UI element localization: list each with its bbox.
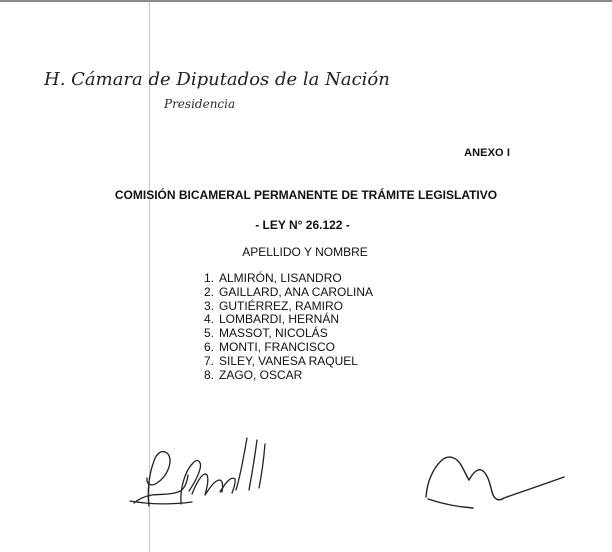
letterhead-subtitle: Presidencia <box>164 97 236 111</box>
list-item-number: 1. <box>203 271 214 285</box>
member-name: MONTI, FRANCISCO <box>219 339 335 354</box>
list-item-number: 5. <box>203 326 214 341</box>
names-heading: APELLIDO Y NOMBRE <box>242 245 368 259</box>
list-item-number: 7. <box>203 353 214 368</box>
member-name: ZAGO, OSCAR <box>219 367 303 382</box>
member-name: ALMIRÓN, LISANDRO <box>219 271 342 285</box>
law-number: - LEY N° 26.122 - <box>255 218 350 232</box>
commission-title: COMISIÓN BICAMERAL PERMANENTE DE TRÁMITE LEGISLATIVO <box>114 188 498 202</box>
member-name: LOMBARDI, HERNÁN <box>219 312 340 327</box>
member-name: GUTIÉRREZ, RAMIRO <box>219 298 344 313</box>
list-item <box>198 272 403 286</box>
list-item <box>198 327 403 341</box>
top-scan-border <box>0 0 612 2</box>
list-item-number: 8. <box>203 367 214 382</box>
letterhead-title: H. Cámara de Diputados de la Nación <box>44 69 390 90</box>
signature-left <box>118 418 273 518</box>
list-item-number: 2. <box>203 284 214 299</box>
member-name: MASSOT, NICOLÁS <box>219 326 328 341</box>
list-item-number: 3. <box>203 298 214 313</box>
list-item <box>198 341 403 355</box>
list-item <box>198 286 403 300</box>
members-list <box>198 272 403 382</box>
signature-right <box>418 442 574 522</box>
list-item-number: 4. <box>203 312 214 327</box>
annex-label: ANEXO I <box>464 147 510 159</box>
list-item <box>198 355 403 369</box>
list-item <box>198 369 403 383</box>
list-item-number: 6. <box>203 339 214 354</box>
member-name: GAILLARD, ANA CAROLINA <box>219 284 374 299</box>
member-name: SILEY, VANESA RAQUEL <box>219 353 358 368</box>
